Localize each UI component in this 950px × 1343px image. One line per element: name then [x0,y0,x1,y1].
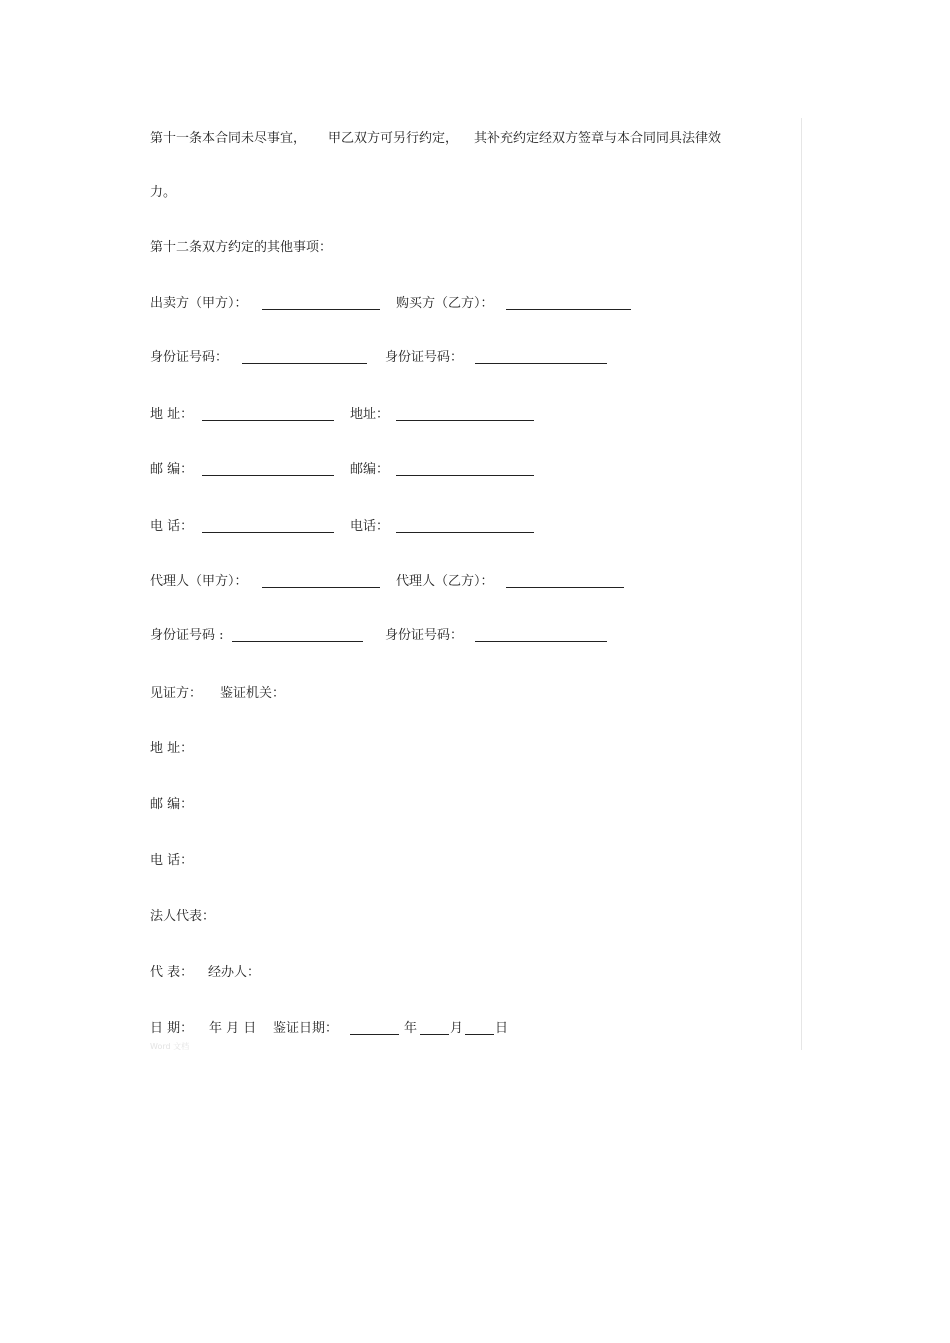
verify-month-label: 月 [450,1021,464,1036]
legal-representative: 法人代表： [150,909,216,924]
date-ymd: 年 月 日 [209,1021,257,1036]
seller-agent-label: 代理人（甲方）： [150,574,248,589]
handler-label: 经办人： [208,965,261,980]
witness-phone: 电 话： [150,853,194,868]
buyer-phone-label: 电话： [350,519,390,534]
buyer-agent-blank[interactable] [506,587,624,588]
verify-month-blank[interactable] [420,1034,449,1035]
seller-phone-blank[interactable] [202,532,334,533]
witness-postcode: 邮 编： [150,797,194,812]
verify-year-blank[interactable] [350,1034,399,1035]
seller-address-label: 地 址： [150,407,194,422]
buyer-label: 购买方（乙方）： [396,296,494,311]
seller-agent-id-blank[interactable] [232,641,363,642]
buyer-blank[interactable] [506,309,631,310]
verify-day-blank[interactable] [465,1034,494,1035]
witness-label: 见证方： [150,686,203,701]
buyer-address-blank[interactable] [396,420,534,421]
authority-label: 鉴证机关： [220,686,286,701]
buyer-phone-blank[interactable] [396,532,534,533]
seller-phone-label: 电 话： [150,519,194,534]
seller-id-label: 身份证号码： [150,350,229,365]
clause-12: 第十二条双方约定的其他事项： [150,240,333,255]
buyer-address-label: 地址： [350,407,390,422]
seller-address-blank[interactable] [202,420,334,421]
seller-agent-id-label: 身份证号码 : [150,628,224,643]
witness-address: 地 址： [150,741,194,756]
clause-11-part2: 甲乙双方可另行约定， [328,131,459,146]
buyer-id-blank[interactable] [475,363,607,364]
buyer-postcode-blank[interactable] [396,475,534,476]
buyer-agent-label: 代理人（乙方）： [396,574,494,589]
verify-year-label: 年 [404,1021,418,1036]
buyer-agent-id-blank[interactable] [475,641,607,642]
seller-postcode-label: 邮 编： [150,462,194,477]
representative-label: 代 表： [150,965,194,980]
verify-date-label: 鉴证日期： [273,1021,339,1036]
seller-id-blank[interactable] [242,363,367,364]
watermark-text: Word 文档 [150,1042,190,1051]
clause-11-continuation: 力。 [150,185,177,200]
buyer-postcode-label: 邮编： [350,462,390,477]
seller-postcode-blank[interactable] [202,475,334,476]
verify-day-label: 日 [495,1021,509,1036]
clause-11-part1: 第十一条本合同未尽事宜， [150,131,307,146]
seller-blank[interactable] [262,309,380,310]
buyer-agent-id-label: 身份证号码： [385,628,464,643]
seller-agent-blank[interactable] [262,587,380,588]
clause-11-part3: 其补充约定经双方签章与本合同同具法律效 [474,131,722,146]
buyer-id-label: 身份证号码： [385,350,464,365]
seller-label: 出卖方（甲方）： [150,296,248,311]
date-label: 日 期： [150,1021,194,1036]
